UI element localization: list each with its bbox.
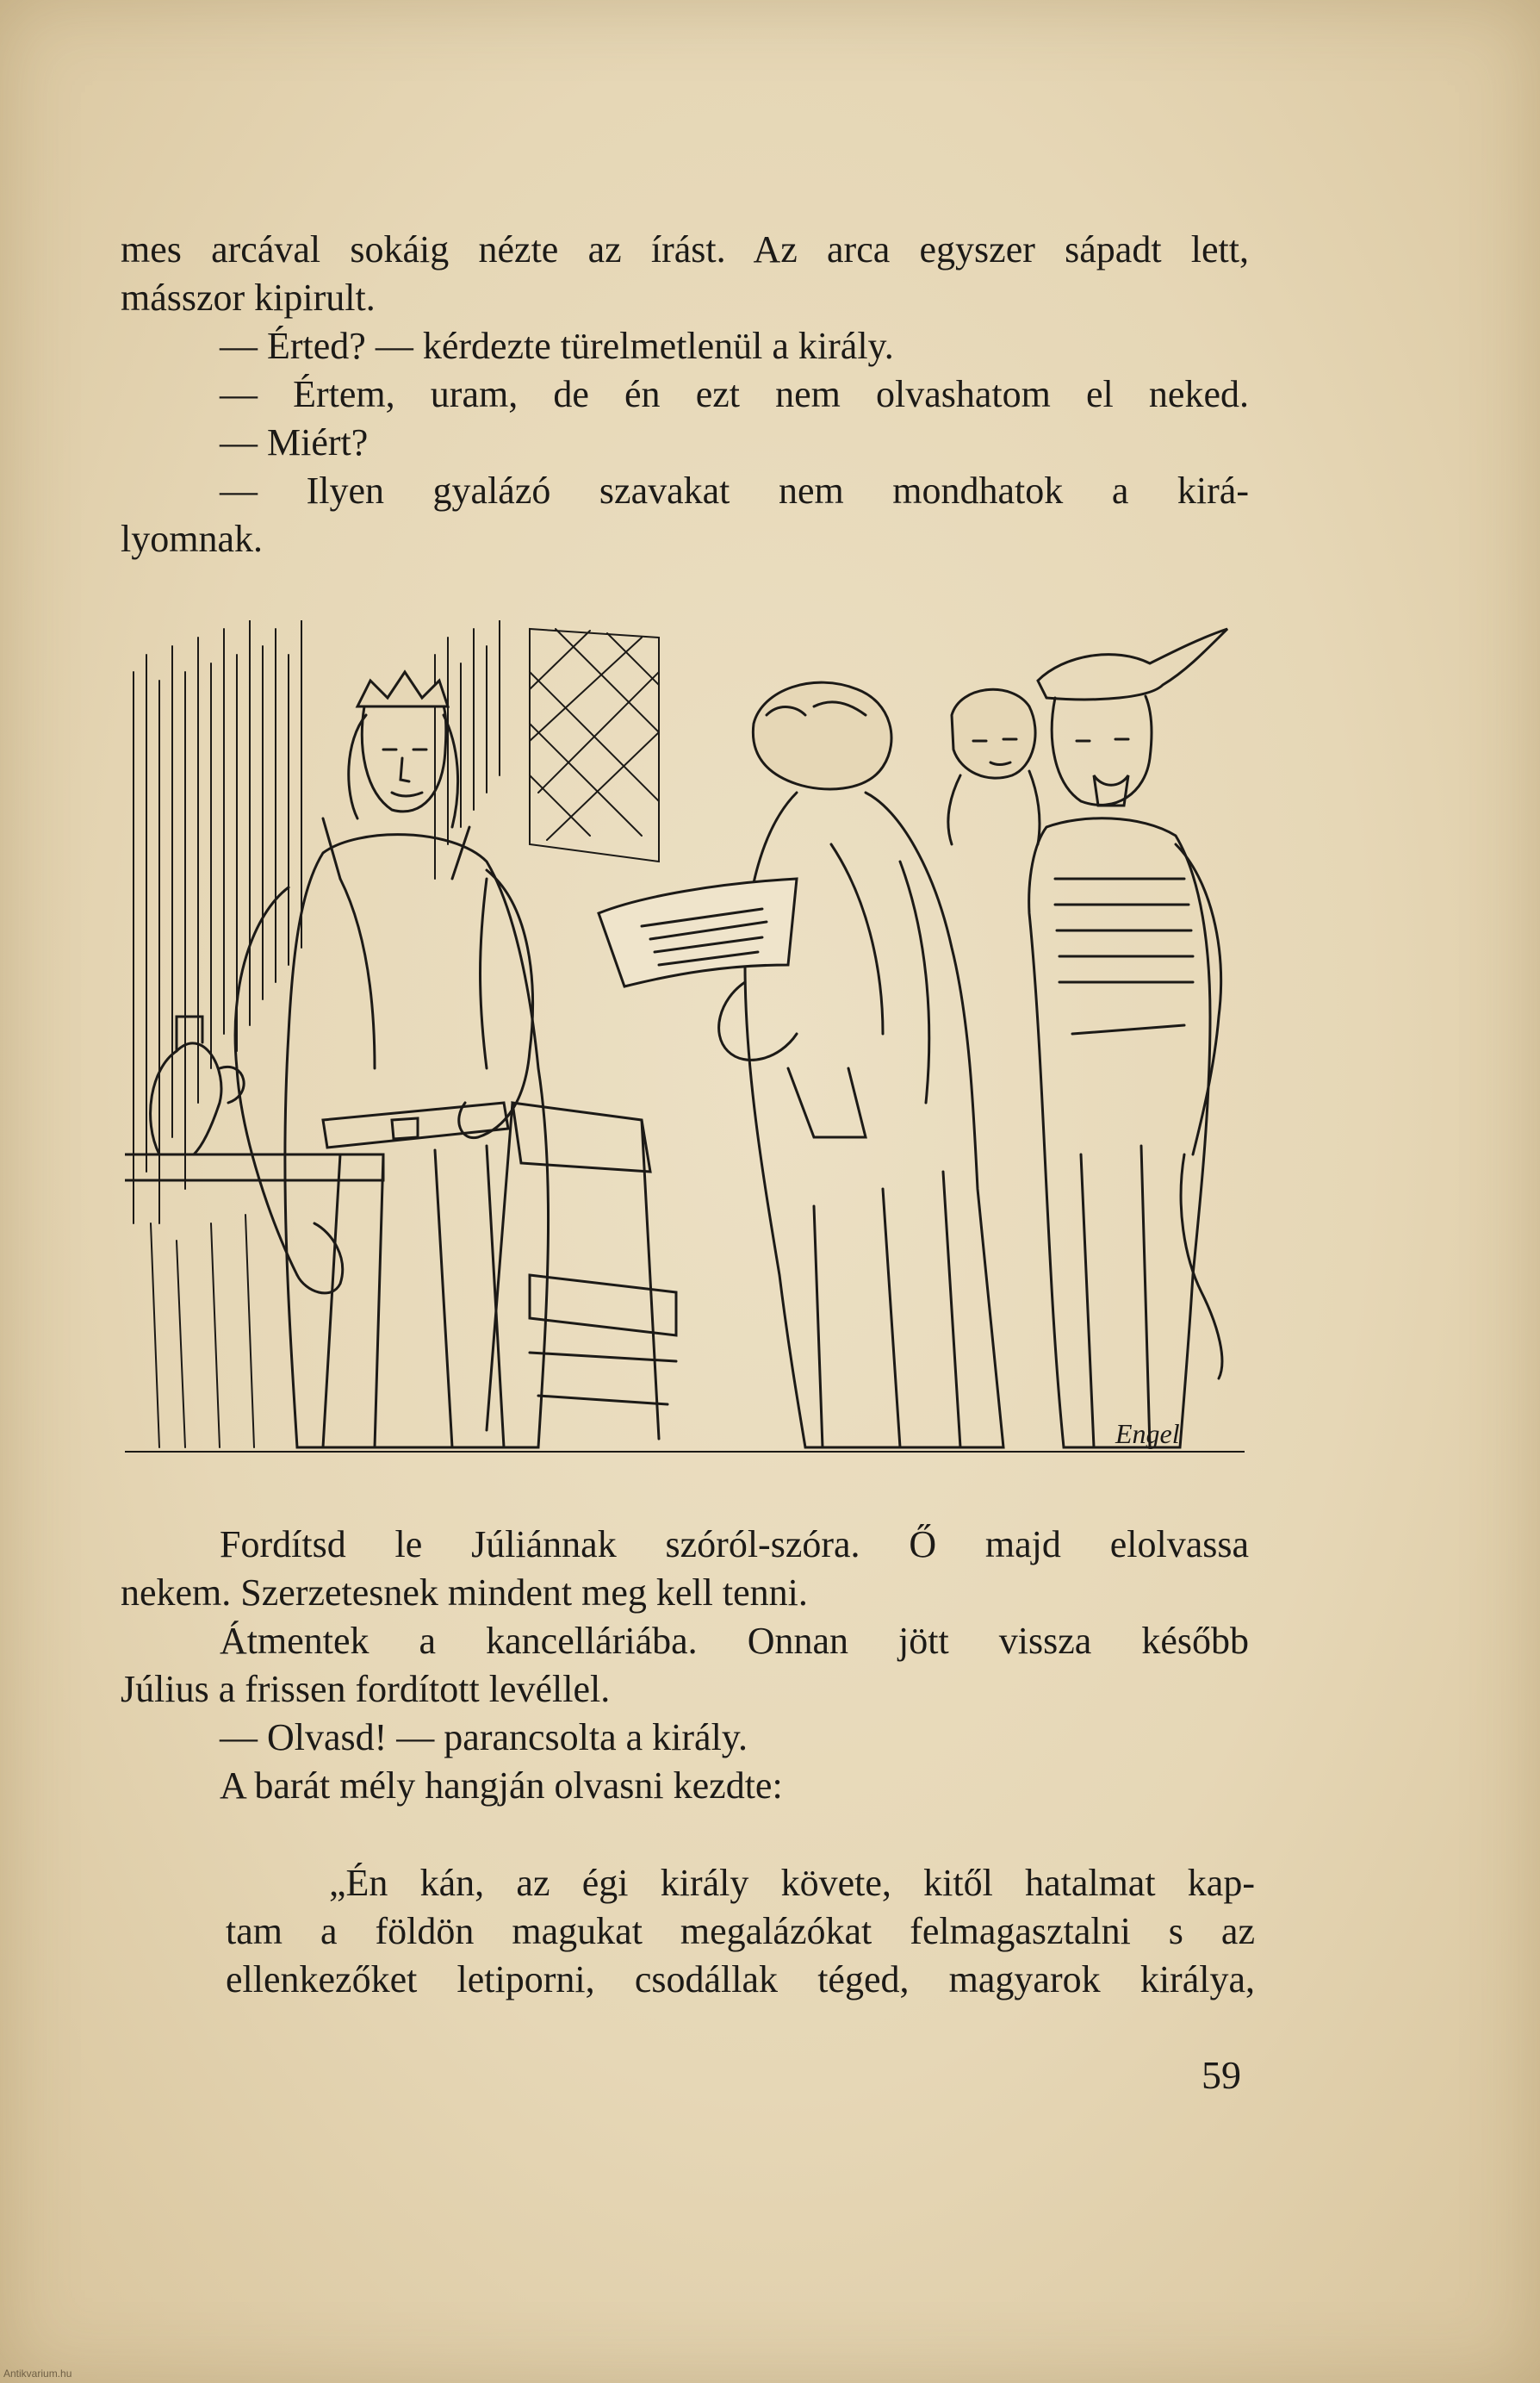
text-line: Átmentek a kancelláriába. Onnan jött vissza később bbox=[220, 1620, 1249, 1662]
floor-lines bbox=[125, 1215, 1245, 1452]
dialogue-line: — Ilyen gyalázó szavakat nem mondhatok a kirá- bbox=[220, 470, 1249, 512]
youth-figure bbox=[948, 689, 1040, 844]
window bbox=[530, 629, 659, 862]
dialogue-line: — Értem, uram, de én ezt nem olvashatom el neked. bbox=[220, 373, 1249, 415]
dialogue-line: — Olvasd! — parancsolta a király. bbox=[220, 1716, 748, 1758]
quote-line: „Én kán, az égi király követe, kitől hatalmat kap- bbox=[329, 1862, 1255, 1904]
monk-figure bbox=[719, 682, 1003, 1447]
letter bbox=[599, 879, 797, 986]
chair bbox=[487, 1103, 676, 1439]
table-with-jug bbox=[125, 1017, 383, 1180]
watermark: Antikvarium.hu bbox=[3, 2367, 72, 2380]
quoted-letter bbox=[226, 1859, 1255, 2004]
text-line: A barát mély hangján olvasni kezdte: bbox=[220, 1764, 783, 1807]
page-number: 59 bbox=[1202, 2053, 1241, 2097]
text-line: Július a frissen fordított levéllel. bbox=[121, 1668, 611, 1710]
dialogue-line: — Érted? — kérdezte türelmetlenül a király. bbox=[220, 325, 894, 367]
text-line: mes arcával sokáig nézte az írást. Az arca egyszer sápadt lett, bbox=[121, 228, 1249, 271]
illustration bbox=[125, 620, 1245, 1490]
soldier-figure bbox=[1029, 629, 1227, 1447]
artist-signature: Engel bbox=[1115, 1418, 1180, 1449]
dialogue-line: — Miért? bbox=[220, 421, 369, 464]
text-line: lyomnak. bbox=[121, 518, 263, 560]
quote-line: tam a földön magukat megalázókat felmagasztalni s az bbox=[226, 1910, 1255, 1952]
king-figure bbox=[235, 672, 548, 1447]
text-line: nekem. Szerzetesnek mindent meg kell tenni. bbox=[121, 1571, 808, 1614]
text-line: másszor kipirult. bbox=[121, 277, 376, 319]
text-line: Fordítsd le Júliánnak szóról-szóra. Ő majd elolvassa bbox=[220, 1523, 1249, 1565]
top-paragraphs bbox=[121, 226, 1249, 563]
bottom-paragraphs bbox=[121, 1521, 1249, 1810]
quote-line: ellenkezőket letiporni, csodállak téged, magyarok királya, bbox=[226, 1958, 1255, 2000]
